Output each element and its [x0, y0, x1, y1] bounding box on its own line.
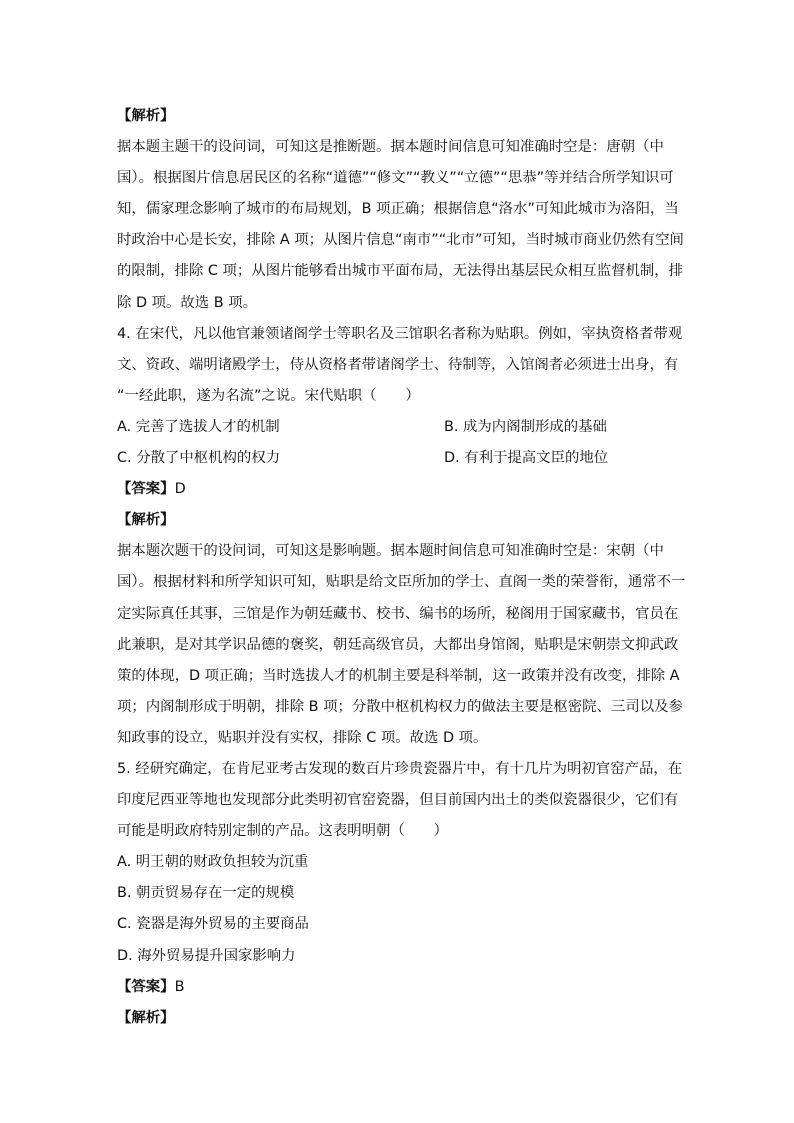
- q3-analysis: [117, 101, 684, 319]
- q3-analysis-line: 的限制，排除 C 项；从图片能够看出城市平面布局，无法得出基层民众相互监督机制，排: [117, 263, 684, 280]
- q4-analysis-label: 【解析】: [117, 512, 175, 529]
- q4-analysis-line: 国）。根据材料和所学知识可知，贴职是给文臣所加的学士、直阁一类的荣誉衔，通常不一: [117, 574, 686, 591]
- q4-analysis-line: 项；内阁制形成于明朝，排除 B 项；分散中枢机构权力的做法主要是枢密院、三司以及参: [117, 698, 683, 715]
- question-4: [117, 319, 686, 754]
- q4-analysis-line: 定实际真任其事，三馆是作为朝廷藏书、校书、编书的场所，秘阁用于国家藏书，官员在: [117, 605, 679, 622]
- q5-answer-value: B: [174, 978, 185, 995]
- q4-analysis-line: 据本题次题干的设问词，可知这是影响题。据本题时间信息可知准确时空是：宋朝（中: [117, 543, 664, 560]
- q4-stem-line: “一经此职，遂为名流”之说。宋代贴职（ ）: [117, 387, 420, 404]
- question-5: [117, 754, 683, 1034]
- q4-option-a: A. 完善了选拔人才的机制: [117, 418, 280, 435]
- q3-analysis-line: 时政治中心是长安，排除 A 项；从图片信息“南市”“北市”可知，当时城市商业仍然有空间: [117, 232, 684, 249]
- q5-option-d: D. 海外贸易提升国家影响力: [117, 947, 296, 964]
- q5-stem-line: 5. 经研究确定，在肯尼亚考古发现的数百片珍贵瓷器片中，有十几片为明初官窑产品，在: [117, 760, 683, 777]
- q5-option-b: B. 朝贡贸易存在一定的规模: [117, 885, 295, 902]
- q5-answer-label: 【答案】: [117, 978, 175, 995]
- q3-analysis-label: 【解析】: [117, 108, 175, 124]
- q4-option-d: D. 有利于提高文臣的地位: [444, 450, 609, 467]
- q4-options-row-2: [117, 443, 679, 474]
- q4-answer-value: D: [174, 481, 186, 498]
- q5-analysis-label: 【解析】: [117, 1009, 175, 1026]
- q4-answer-label: 【答案】: [117, 481, 175, 498]
- q4-analysis-line: 此兼职，是对其学识品德的褒奖，朝廷高级官员，大都出身馆阁，贴职是宋朝崇文抑武政: [117, 636, 679, 653]
- q5-answer: [117, 972, 679, 1003]
- q4-stem-line: 4. 在宋代，凡以他官兼领诸阁学士等职名及三馆职名者称为贴职。例如，宰执资格者带观: [117, 325, 683, 342]
- q3-analysis-line: 知，儒家理念影响了城市的布局规划，B 项正确；根据信息“洛水”可知此城市为洛阳，当: [117, 201, 679, 218]
- q4-stem-line: 文、资政、端明诸殿学士，侍从资格者带诸阁学士、待制等，入馆阁者必须进士出身，有: [117, 356, 679, 373]
- page-content: [117, 101, 686, 1034]
- q4-options-row-1: [117, 412, 679, 443]
- q4-analysis-line: 知政事的设立，贴职并没有实权，排除 C 项。故选 D 项。: [117, 729, 488, 746]
- q3-analysis-line: 除 D 项。故选 B 项。: [117, 294, 257, 311]
- q3-analysis-line: 据本题主题干的设问词，可知这是推断题。据本题时间信息可知准确时空是：唐朝（中: [117, 139, 664, 156]
- q4-option-b: B. 成为内阁制形成的基础: [444, 418, 607, 435]
- q5-stem-line: 印度尼西亚等地也发现部分此类明初官窑瓷器，但目前国内出土的类似瓷器很少，它们有: [117, 792, 679, 809]
- q4-answer: [117, 474, 679, 505]
- q3-analysis-line: 国）。根据图片信息居民区的名称“道德”“修文”“教义”“立德”“思恭”等并结合所学知识可: [117, 170, 674, 187]
- q5-option-c: C. 瓷器是海外贸易的主要商品: [117, 916, 309, 933]
- q5-option-a: A. 明王朝的财政负担较为沉重: [117, 854, 309, 871]
- q5-stem-line: 可能是明政府特别定制的产品。这表明明朝（ ）: [117, 823, 448, 840]
- q4-analysis-line: 策的体现，D 项正确；当时选拔人才的机制主要是科举制，这一政策并没有改变，排除 A: [117, 667, 680, 684]
- q4-option-c: C. 分散了中枢机构的权力: [117, 450, 281, 467]
